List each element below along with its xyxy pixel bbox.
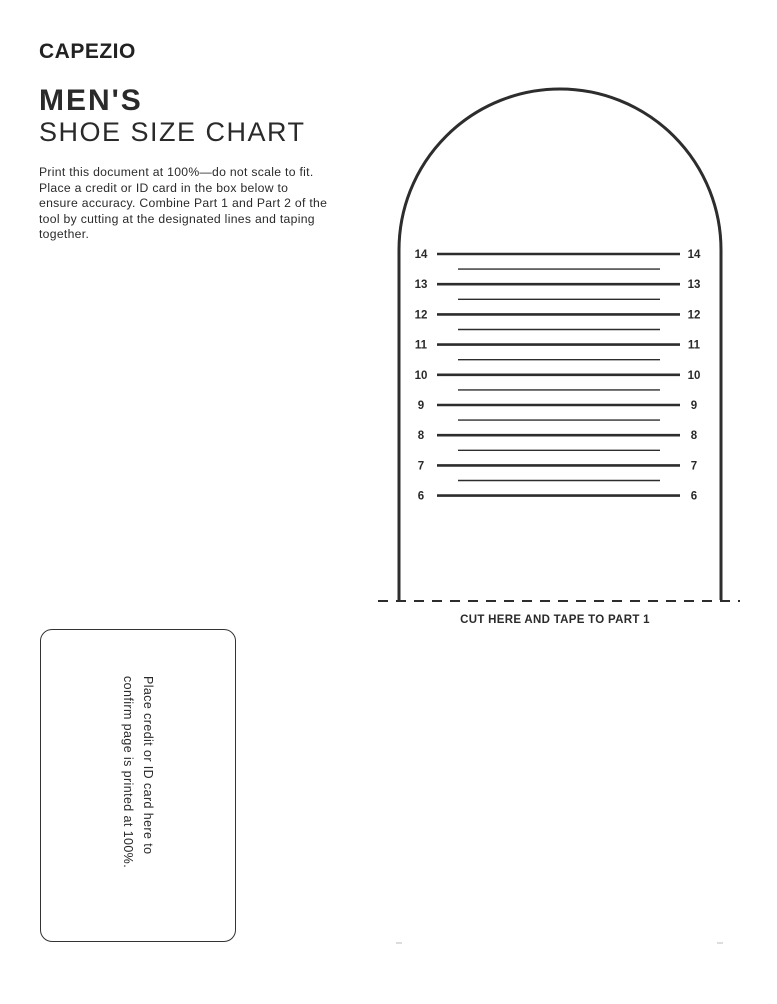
size-label-right: 12 xyxy=(687,309,701,322)
size-label-left: 7 xyxy=(417,460,425,473)
size-label-left: 8 xyxy=(417,430,425,443)
size-label-right: 11 xyxy=(687,339,701,352)
size-label-right: 13 xyxy=(687,279,701,292)
page-subtitle: SHOE SIZE CHART xyxy=(39,117,306,147)
size-label-right: 7 xyxy=(690,460,698,473)
size-label-left: 13 xyxy=(414,279,428,292)
size-label-left: 6 xyxy=(417,490,425,503)
size-label-right: 8 xyxy=(690,430,698,443)
size-label-right: 9 xyxy=(690,400,698,412)
card-instructions-line-1: Place credit or ID card here to xyxy=(141,676,155,855)
card-instructions-line-2: confirm page is printed at 100%. xyxy=(121,676,135,869)
size-label-right: 14 xyxy=(687,249,701,261)
instructions-text: Print this document at 100%—do not scale to fit. Place a credit or ID card in the box below to ensure accuracy. Combine Part 1 and Part 2 of the tool by cutting at the designated lines and taping together. xyxy=(39,165,328,242)
page-title: MEN'S xyxy=(39,84,143,117)
card-instructions xyxy=(118,676,158,896)
size-label-left: 11 xyxy=(414,339,428,352)
size-label-right: 10 xyxy=(687,369,701,382)
size-marks xyxy=(415,249,701,503)
size-label-right: 6 xyxy=(690,490,698,503)
size-label-left: 9 xyxy=(417,400,425,412)
size-label-left: 14 xyxy=(414,249,428,261)
cut-label: CUT HERE AND TAPE TO PART 1 xyxy=(460,614,650,626)
brand-logo: CAPEZIO xyxy=(39,40,136,63)
size-label-left: 10 xyxy=(414,369,428,382)
size-label-left: 12 xyxy=(414,309,428,322)
